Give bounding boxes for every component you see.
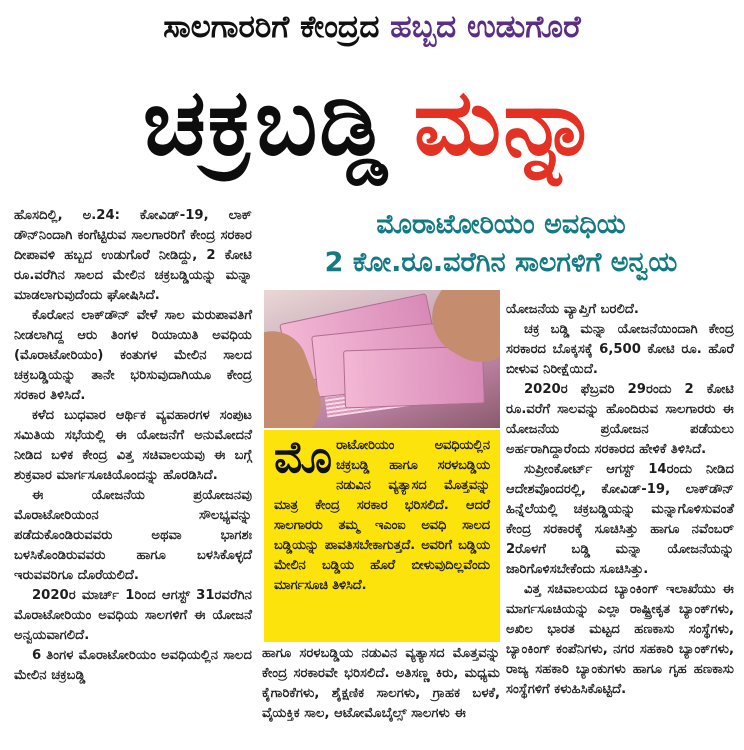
currency-photo (264, 290, 500, 428)
paragraph: ಹೊಸದಿಲ್ಲಿ, ಅ.24: ಕೋವಿಡ್-19, ಲಾಕ್ ಡೌನ್‌ನಿಂದಾಗಿ ಕಂಗೆಟ್ಟಿರುವ ಸಾಲಗಾರರಿಗೆ ಕೇಂದ್ರ ಸರಕಾರ ದೀಪಾವಳಿ ಹಬ್ಬದ ಉಡುಗೊರೆ ನೀಡಿದ್ದು, 2 ಕೋಟಿ ರೂ.ವರೆಗಿನ ಸಾಲದ ಮೇಲಿನ ಚಕ್ರಬಡ್ಡಿಯನ್ನು ಮನ್ನಾ ಮಾಡಲಾಗುವುದೆಂದು ಘೋಷಿಸಿದೆ. (14, 208, 252, 303)
paragraph: ಸುಪ್ರೀಂಕೋರ್ಟ್ ಆಗಸ್ಟ್ 14ರಂದು ನೀಡಿದ ಆದೇಶವೊಂದರಲ್ಲಿ, ಕೋವಿಡ್-19, ಲಾಕ್‌ಡೌನ್ ಹಿನ್ನೆಲೆಯಲ್ಲಿ ಚಕ್ರಬಡ್ಡಿಯನ್ನು ಮನ್ನಾಗೊಳಿಸುವಂತೆ ಕೇಂದ್ರ ಸರಕಾರಕ್ಕೆ ಸೂಚಿಸಿತ್ತು ಹಾಗೂ ನವೆಂಬರ್ 2ರೊಳಗೆ ಬಡ್ಡಿ ಮನ್ನಾ ಯೋಜನೆಯನ್ನು ಜಾರಿಗೊಳಿಸಬೇಕೆಂದು ಸೂಚಿಸಿತ್ತು. (506, 462, 734, 577)
headline (0, 48, 744, 198)
paragraph: 2020ರ ಫೆಬ್ರವರಿ 29ರಂದು 2 ಕೋಟಿ ರೂ.ವರೆಗೆ ಸಾಲವನ್ನು ಹೊಂದಿರುವ ಸಾಲಗಾರರು ಈ ಯೋಜನೆಯ ಪ್ರಯೋಜನ ಪಡೆಯಲು ಅರ್ಹರಾಗಿದ್ದಾರೆಂದು ಸರಕಾರದ ಹೇಳಿಕೆ ತಿಳಿಸಿದೆ. (506, 382, 734, 457)
kicker-purple-text: ಹಬ್ಬದ ಉಡುಗೊರೆ (390, 9, 581, 45)
paragraph: 2020ರ ಮಾರ್ಚ್ 1ರಿಂದ ಆಗಸ್ಟ್ 31ರವರೆಗಿನ ಮೊರಾಟೋರಿಯಂ ಅವಧಿಯ ಸಾಲಗಳಿಗೆ ಈ ಯೋಜನೆ ಅನ್ವಯವಾಗಲಿದೆ. (14, 588, 252, 643)
callout-first-word: ರಾಟೋರಿಯಂ (336, 438, 395, 453)
subhead-line-2: 2 ಕೋ.ರೂ.ವರೆಗಿನ ಸಾಲಗಳಿಗೆ ಅನ್ವಯ (324, 247, 678, 278)
paragraph: ಕೊರೋನ ಲಾಕ್‌ಡೌನ್ ವೇಳೆ ಸಾಲ ಮರುಪಾವತಿಗೆ ನೀಡಲಾಗಿದ್ದ ಆರು ತಿಂಗಳ ರಿಯಾಯಿತಿ ಅವಧಿಯ (ಮೊರಾಟೋರಿಯಂ) ಕಂತುಗಳ ಮೇಲಿನ ಸಾಲದ ಚಕ್ರಬಡ್ಡಿಯನ್ನು ತಾನೇ ಭರಿಸುವುದಾಗಿಯೂ ಕೇಂದ್ರ ಸರಕಾರ ತಿಳಿಸಿದೆ. (14, 308, 252, 403)
callout-box (264, 430, 500, 642)
paragraph: 6 ತಿಂಗಳ ಮೊರಾಟೋರಿಯಂ ಅವಧಿಯಲ್ಲಿನ ಸಾಲದ ಮೇಲಿನ ಚಕ್ರಬಡ್ಡಿ (14, 648, 252, 683)
paragraph: ಹಾಗೂ ಸರಳಬಡ್ಡಿಯ ನಡುವಿನ ವ್ಯತ್ಯಾಸದ ಮೊತ್ತವನ್ನು ಕೇಂದ್ರ ಸರಕಾರವೇ ಭರಿಸಲಿದೆ. ಅತಿಸಣ್ಣ ಕಿರು, ಮಧ್ಯಮ ಕೈಗಾರಿಕೆಗಳು, ಶೈಕ್ಷಣಿಕ ಸಾಲಗಳು, ಗ್ರಾಹಕ ಬಳಕೆ, ವೈಯಕ್ತಿಕ ಸಾಲ, ಆಟೋಮೊಬೈಲ್ಸ್ ಸಾಲಗಳು ಈ (262, 646, 500, 721)
headline-red-text: ಮನ್ನಾ (413, 69, 602, 176)
kicker-line (0, 6, 744, 48)
paragraph: ಯೋಜನೆಯ ವ್ಯಾಪ್ತಿಗೆ ಬರಲಿದೆ. (506, 302, 639, 317)
article-column-middle (262, 644, 500, 724)
callout-text: ಅವಧಿಯಲ್ಲಿನ ಚಕ್ರಬಡ್ಡಿ ಹಾಗೂ ಸರಳಬಡ್ಡಿಯ ನಡುವಿನ ವ್ಯತ್ಯಾಸದ ಮೊತ್ತವನ್ನು ಮಾತ್ರ ಕೇಂದ್ರ ಸರಕಾರ ಭರಿಸಲಿದೆ. ಆದರೆ ಸಾಲಗಾರರು ತಮ್ಮ ಇಎಂಐ ಅವಧಿ ಸಾಲದ ಬಡ್ಡಿಯನ್ನು ಪಾವತಿಸಬೇಕಾಗುತ್ತದೆ. ಅವರಿಗೆ ಬಡ್ಡಿಯ ಮೇಲಿನ ಬಡ್ಡಿಯ ಹೊರೆ ಬೀಳುವುದಿಲ್ಲವೆಂದು ಮಾರ್ಗಸೂಚಿ ತಿಳಿಸಿದೆ. (274, 438, 490, 593)
article-column-right (506, 300, 734, 700)
paragraph: ವಿತ್ತ ಸಚಿವಾಲಯದ ಬ್ಯಾಂಕಿಂಗ್ ಇಲಾಖೆಯು ಈ ಮಾರ್ಗಸೂಚಿಯನ್ನು ಎಲ್ಲಾ ರಾಷ್ಟ್ರೀಕೃತ ಬ್ಯಾಂಕ್‌ಗಳು, ಅಖಿಲ ಭಾರತ ಮಟ್ಟದ ಹಣಕಾಸು ಸಂಸ್ಥೆಗಳು, ಬ್ಯಾಂಕಿಂಗ್ ಕಂಪೆನಿಗಳು, ನಗರ ಸಹಕಾರಿ ಬ್ಯಾಂಕ್‌ಗಳು, ರಾಜ್ಯ ಸಹಕಾರಿ ಬ್ಯಾಂಕುಗಳು ಹಾಗೂ ಗೃಹ ಹಣಕಾಸು ಸಂಸ್ಥೆಗಳಿಗೆ ಕಳುಹಿಸಿಕೊಟ್ಟಿದೆ. (506, 582, 734, 697)
article-column-left (14, 206, 252, 686)
paragraph: ಕಳೆದ ಬುಧವಾರ ಆರ್ಥಿಕ ವ್ಯವಹಾರಗಳ ಸಂಪುಟ ಸಮಿತಿಯ ಸಭೆಯಲ್ಲಿ ಈ ಯೋಜನೆಗೆ ಅನುಮೋದನೆ ನೀಡಿದ ಬಳಿಕ ಕೇಂದ್ರ ವಿತ್ತ ಸಚಿವಾಲಯವು ಈ ಬಗ್ಗೆ ಶುಕ್ರವಾರ ಮಾರ್ಗಸೂಚಿಯೊಂದನ್ನು ಹೊರಡಿಸಿದೆ. (14, 408, 252, 483)
paragraph: ಚಕ್ರ ಬಡ್ಡಿ ಮನ್ನಾ ಯೋಜನೆಯಿಂದಾಗಿ ಕೇಂದ್ರ ಸರಕಾರದ ಬೊಕ್ಕಸಕ್ಕೆ 6,500 ಕೋಟಿ ರೂ. ಹೊರೆ ಬೀಳುವ ನಿರೀಕ್ಷೆಯಿದೆ. (506, 322, 734, 377)
subhead-line-1: ಮೊರಾಟೋರಿಯಂ ಅವಧಿಯ (376, 209, 626, 240)
drop-cap: ಮೊ (274, 432, 333, 483)
subheadline (262, 206, 740, 282)
headline-black-text: ಚಕ್ರಬಡ್ಡಿ (142, 69, 390, 176)
kicker-black-text: ಸಾಲಗಾರರಿಗೆ ಕೇಂದ್ರದ (163, 9, 380, 45)
paragraph: ಈ ಯೋಜನೆಯ ಪ್ರಯೋಜನವು ಮೊರಾಟೋರಿಯಂನ ಸೌಲಭ್ಯವನ್ನು ಪಡೆದುಕೊಂಡಿರುವವರು ಅಥವಾ ಭಾಗಶಃ ಬಳಸಿಕೊಂಡಿರುವವರು ಹಾಗೂ ಬಳಸಿಕೊಳ್ಳದೆ ಇರುವವರಿಗೂ ದೊರೆಯಲಿದೆ. (14, 488, 252, 583)
